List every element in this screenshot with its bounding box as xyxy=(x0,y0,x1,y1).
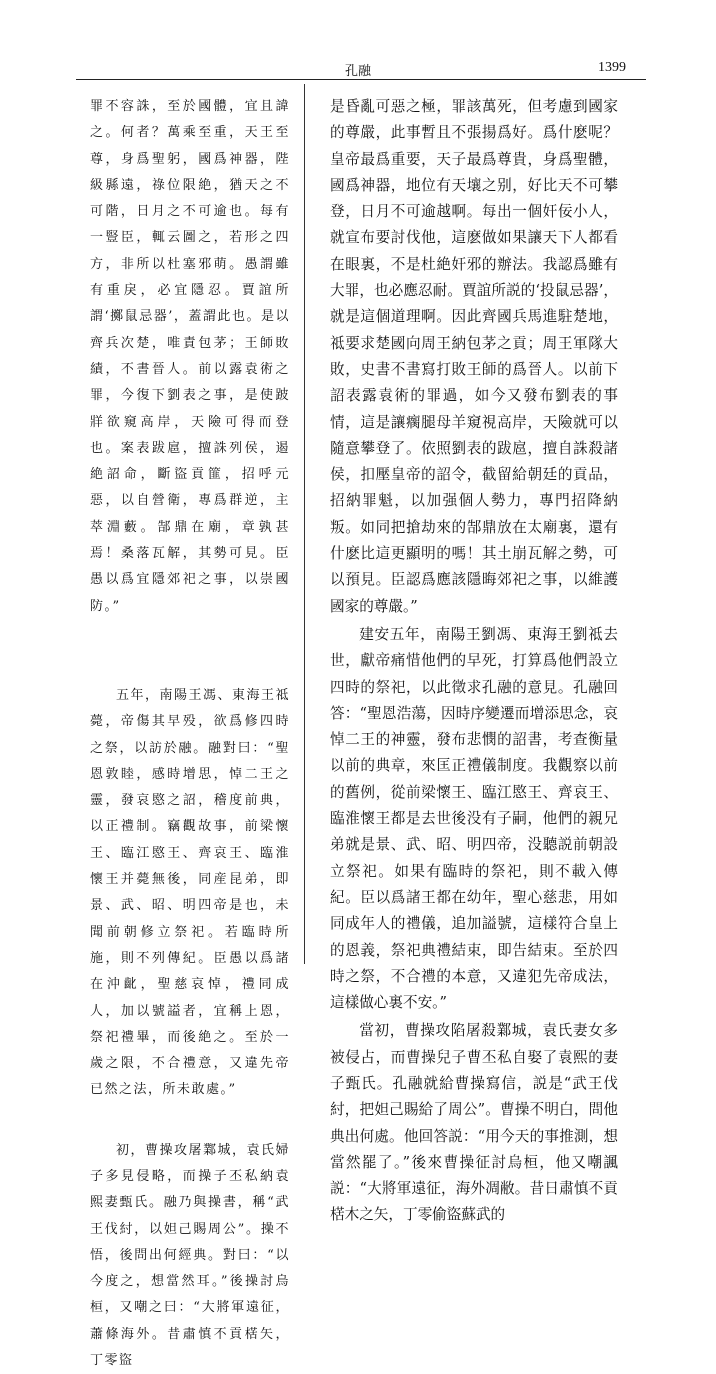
left-paragraph-2: 五年，南陽王馮、東海王祗薨，帝傷其早殁，欲爲修四時之祭，以訪於融。融對曰：“聖恩敦睦，感時增思，悼二王之靈，發哀愍之詔，稽度前典，以正禮制。竊觀故事，前梁懷王、臨江愍王、齊哀王、臨淮懷王并薨無後，同産昆弟，即景、武、昭、明四帝是也，未聞前朝修立祭祀。若臨時所施，則不列傳紀。臣愚以爲諸在沖齔，聖慈哀悼，禮同成人，加以號謚者，宜稱上恩，祭祀禮畢，而後絶之。至於一歲之限，不合禮意，又違先帝已然之法，所未敢處。” xyxy=(90,687,291,1098)
page-number: 1399 xyxy=(598,60,626,75)
right-paragraph-2: 建安五年，南陽王劉馮、東海王劉祗去世，獻帝痛惜他們的早死，打算爲他們設立四時的祭祀，以此徵求孔融的意見。孔融回答：“聖恩浩蕩，因時序變遷而增添思念，哀悼二王的神靈，發布悲憫的詔書，考查衡量以前的典章，來匡正禮儀制度。我觀察以前的舊例，從前梁懷王、臨江愍王、齊哀王、臨淮懷王都是去世後没有子嗣，他們的親兄弟就是景、武、昭、明四帝，没聽説前朝設立祭祀。如果有臨時的祭祀，則不載入傳紀。臣以爲諸王都在幼年，聖心慈悲，用如同成年人的禮儀，追加謚號，這樣符合皇上的恩義，祭祀典禮結束，即告結束。至於四時之祭，不合禮的本意，又違犯先帝成法，這樣做心裏不安。” xyxy=(330,625,618,1012)
header-rule xyxy=(76,79,646,80)
column-divider xyxy=(304,84,305,964)
right-paragraph-3: 當初，曹操攻陷屠殺鄴城，袁氏妻女多被侵占，而曹操兒子曹丕私自娶了袁熙的妻子甄氏。孔融就給曹操寫信，説是“武王伐紂，把妲己賜給了周公”。曹操不明白，問他典出何處。他回答説：“用今天的事推測，想當然罷了。”後來曹操征討烏桓，他又嘲諷説：“大將軍遠征，海外凋敝。昔日肅慎不貢楛木之矢，丁零偷盜蘇武的 xyxy=(330,1022,618,1224)
left-paragraph-1: 罪不容誅，至於國體，宜且諱之。何者？萬乘至重，天王至尊，身爲聖躬，國爲神器，陛級縣遠，祿位限絶，猶天之不可階，日月之不可逾也。每有一豎臣，輒云圖之，若形之四方，非所以杜塞邪萌。愚謂雖有重戾，必宜隱忍。賈誼所謂‘擲鼠忌器’，蓋謂此也。是以齊兵次楚，唯責包茅；王師敗績，不書晉人。前以露袁術之罪，今復下劉表之事，是使跛牂欲窺高岸，天險可得而登也。案表跋扈，擅誅列侯，遏絶詔命，斷盜貢篚，招呼元惡，以自營衛，專爲群逆，主萃淵藪。郜鼎在廟，章孰甚焉！桑落瓦解，其勢可見。臣愚以爲宜隱郊祀之事，以崇國防。” xyxy=(90,99,290,614)
paragraph-gap xyxy=(90,620,290,683)
paragraph-gap xyxy=(90,1104,290,1138)
right-paragraph-1: 是昏亂可惡之極，罪該萬死，但考慮到國家的尊嚴，此事暫且不張揚爲好。爲什麽呢？皇帝最爲重要，天子最爲尊貴，身爲聖體，國爲神器，地位有天壤之别，好比天不可攀登，日月不可逾越啊。每出一個奸佞小人，就宣布要討伐他，這麽做如果讓天下人都看在眼裏，不是杜絶奸邪的辦法。我認爲雖有大罪，也必應忍耐。賈誼所説的‘投鼠忌器’，就是這個道理啊。因此齊國兵馬進駐楚地，祗要求楚國向周王納包茅之貢；周王軍隊大敗，史書不書寫打敗王師的爲晉人。以前下詔表露袁術的罪過，如今又發布劉表的事情，這是讓瘸腿母羊窺視高岸，天險就可以隨意攀登了。依照劉表的跋扈，擅自誅殺諸侯，扣壓皇帝的詔令，截留給朝廷的貢品，招納罪魁，以加强個人勢力，專門招降納叛。如同把搶劫來的郜鼎放在太廟裏，還有什麽比這更顯明的嗎！其土崩瓦解之勢，可以預見。臣認爲應該隱晦郊祀之事，以維護國家的尊嚴。” xyxy=(330,98,618,615)
left-paragraph-3: 初，曹操攻屠鄴城，袁氏婦子多見侵略，而操子丕私納袁熙妻甄氏。融乃與操書，稱“武王伐紂，以妲己賜周公”。操不悟，後問出何經典。對曰：“以今度之，想當然耳。”後操討烏桓，又嘲之曰：“大將軍遠征，蕭條海外。昔肅慎不貢楛矢，丁零盜 xyxy=(90,1142,291,1369)
right-column-translation xyxy=(330,94,618,1229)
running-header-title: 孔融 xyxy=(344,64,371,79)
left-column-original-text xyxy=(90,94,290,1374)
